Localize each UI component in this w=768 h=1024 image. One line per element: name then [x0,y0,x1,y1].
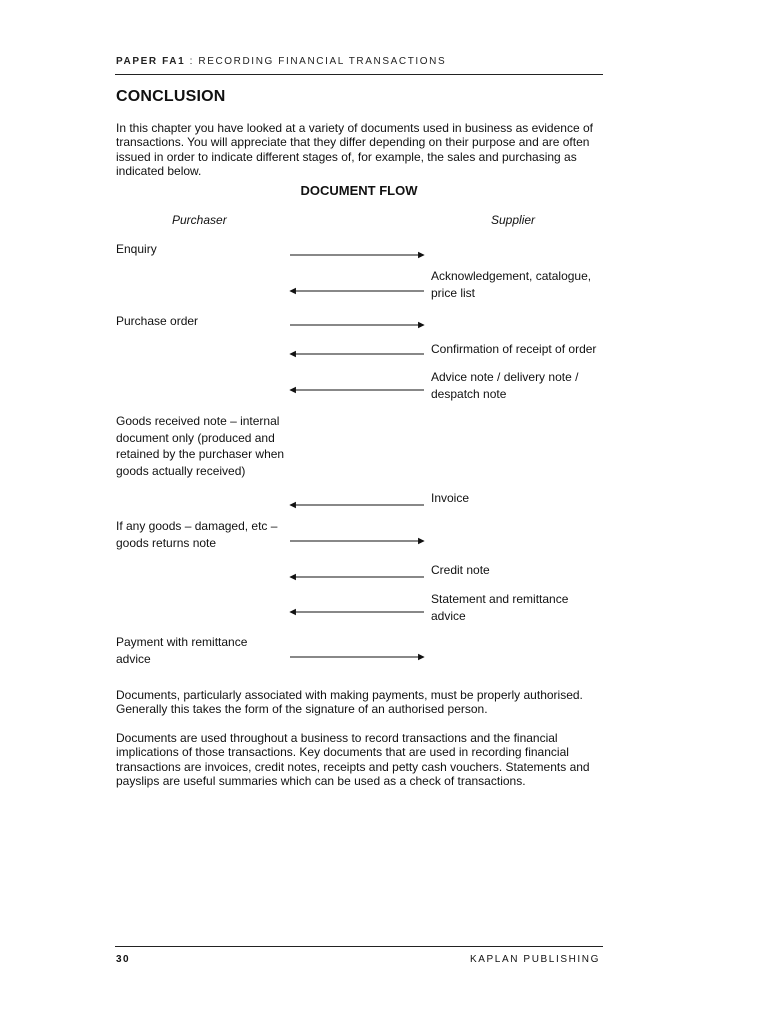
section-heading: CONCLUSION [116,88,226,105]
footer-rule [115,946,603,947]
flow-label-statement: Statement and remittance advice [431,592,569,623]
page-number: 30 [116,954,131,965]
flow-label-goods-returns-note: If any goods – damaged, etc – goods returns note [116,519,278,550]
flow-label-enquiry: Enquiry [116,242,157,256]
paper-code: PAPER FA1 [116,56,186,67]
publisher-name: KAPLAN PUBLISHING [469,954,600,965]
summary-paragraph: Documents are used throughout a business to record transactions and the financial implications of those transactions. Key documents that are used in recording financial transactions are invoices, credit notes, receipts and petty cash vouchers. Statements and payslips are useful summaries which can be used as a check of transactions. [116,731,590,789]
header-separator: : [185,56,199,67]
flow-label-goods-received-note: Goods received note – internal document only (produced and retained by the purchaser when goods actually received) [116,414,285,478]
flow-label-acknowledgement: Acknowledgement, catalogue, price list [431,269,592,300]
paper-title: RECORDING FINANCIAL TRANSACTIONS [198,56,447,67]
purchaser-heading: Purchaser [172,213,227,227]
authorisation-paragraph: Documents, particularly associated with making payments, must be properly authorised. Generally this takes the form of the signature of an authorised person. [116,688,583,717]
supplier-heading: Supplier [491,213,536,227]
flow-label-invoice: Invoice [431,491,470,505]
intro-paragraph: In this chapter you have looked at a variety of documents used in business as evidence of transactions. You will appreciate that they differ depending on their purpose and are often issued in order to indicate different stages of, for example, the sales and purchasing as indicated below. [116,121,593,179]
flow-label-purchase-order: Purchase order [116,314,199,328]
flow-label-credit-note: Credit note [431,563,490,577]
flow-label-advice-note: Advice note / delivery note / despatch note [431,370,579,401]
flow-label-payment: Payment with remittance advice [116,635,248,666]
flow-label-order-confirmation: Confirmation of receipt of order [431,342,597,356]
document-flow-title: DOCUMENT FLOW [300,183,418,198]
